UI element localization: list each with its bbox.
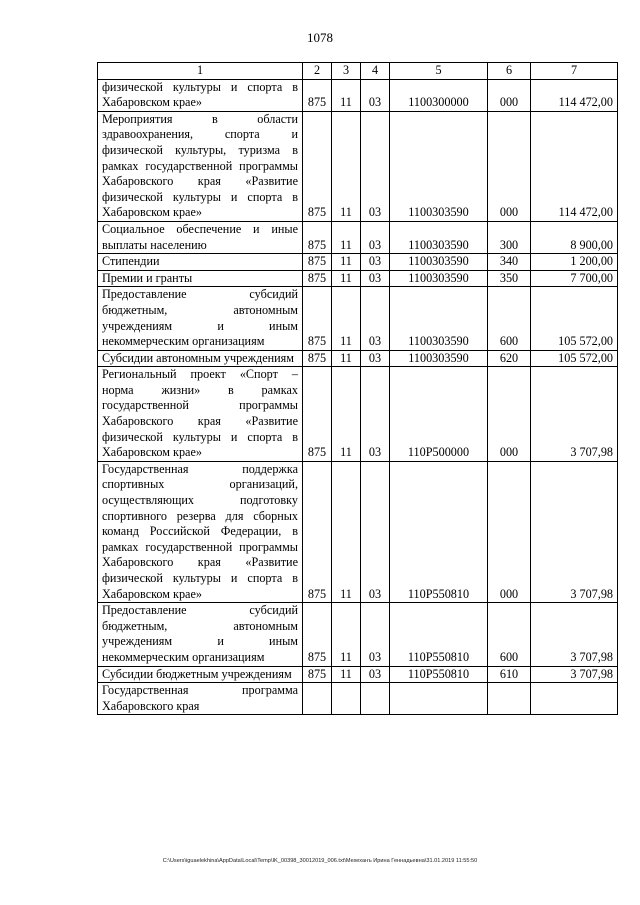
code-cell bbox=[303, 683, 332, 715]
code-cell: 875 bbox=[303, 221, 332, 253]
amount-cell: 3 707,98 bbox=[531, 367, 618, 462]
target-article-cell: 110P550810 bbox=[390, 666, 488, 683]
section-cell: 11 bbox=[332, 221, 361, 253]
row-name-cell: Государственная программа Хабаровского края bbox=[98, 683, 303, 715]
column-header: 4 bbox=[361, 63, 390, 80]
section-cell: 11 bbox=[332, 461, 361, 602]
expense-type-cell: 000 bbox=[488, 367, 531, 462]
table-row bbox=[98, 666, 618, 683]
target-article-cell: 110P500000 bbox=[390, 367, 488, 462]
target-article-cell: 110P550810 bbox=[390, 461, 488, 602]
expense-type-cell: 600 bbox=[488, 603, 531, 666]
target-article-cell: 1100303590 bbox=[390, 111, 488, 221]
section-cell: 11 bbox=[332, 254, 361, 271]
section-cell: 11 bbox=[332, 350, 361, 367]
row-name-cell: Предоставление субсидий бюджетным, автономным учреждениям и иным некоммерческим организациям bbox=[98, 287, 303, 350]
amount-cell: 114 472,00 bbox=[531, 111, 618, 221]
expense-type-cell: 300 bbox=[488, 221, 531, 253]
row-name-cell: Мероприятия в области здравоохранения, спорта и физической культуры, туризма в рамках государственной программы Хабаровского края «Развитие физической культуры и спорта в Хабаровском крае» bbox=[98, 111, 303, 221]
expense-type-cell: 000 bbox=[488, 79, 531, 111]
table-body bbox=[98, 79, 618, 715]
subsection-cell bbox=[361, 683, 390, 715]
budget-table bbox=[97, 62, 618, 715]
code-cell: 875 bbox=[303, 367, 332, 462]
file-path-footer: C:\Users\iguaelekhina\AppData\Local\Temp\IK_00398_30012019_006.txt\Мехеханъ Ирина Геннадьевна\31.01.2019 11:55:50 bbox=[162, 858, 478, 864]
table-row bbox=[98, 254, 618, 271]
target-article-cell: 1100300000 bbox=[390, 79, 488, 111]
table-row bbox=[98, 603, 618, 666]
amount-cell: 3 707,98 bbox=[531, 666, 618, 683]
row-name-cell: Региональный проект «Спорт – норма жизни» в рамках государственной программы Хабаровского края «Развитие физической культуры и спорта в Хабаровском крае» bbox=[98, 367, 303, 462]
amount-cell bbox=[531, 683, 618, 715]
subsection-cell: 03 bbox=[361, 461, 390, 602]
subsection-cell: 03 bbox=[361, 367, 390, 462]
table-row bbox=[98, 79, 618, 111]
section-cell: 11 bbox=[332, 270, 361, 287]
section-cell bbox=[332, 683, 361, 715]
row-name-cell: Государственная поддержка спортивных организаций, осуществляющих подготовку спортивного резерва для сборных команд Российской Федерации, в рамках государственной программы Хабаровского края «Развитие физической культуры и спорта в Хабаровском крае» bbox=[98, 461, 303, 602]
row-name-cell: Социальное обеспечение и иные выплаты населению bbox=[98, 221, 303, 253]
section-cell: 11 bbox=[332, 603, 361, 666]
section-cell: 11 bbox=[332, 287, 361, 350]
expense-type-cell: 600 bbox=[488, 287, 531, 350]
amount-cell: 105 572,00 bbox=[531, 287, 618, 350]
table-header-row bbox=[98, 63, 618, 80]
table-row bbox=[98, 683, 618, 715]
subsection-cell: 03 bbox=[361, 603, 390, 666]
expense-type-cell: 000 bbox=[488, 461, 531, 602]
amount-cell: 3 707,98 bbox=[531, 461, 618, 602]
section-cell: 11 bbox=[332, 367, 361, 462]
row-name-cell: Предоставление субсидий бюджетным, автономным учреждениям и иным некоммерческим организациям bbox=[98, 603, 303, 666]
amount-cell: 1 200,00 bbox=[531, 254, 618, 271]
code-cell: 875 bbox=[303, 603, 332, 666]
column-header: 1 bbox=[98, 63, 303, 80]
row-name-cell: Субсидии бюджетным учреждениям bbox=[98, 666, 303, 683]
code-cell: 875 bbox=[303, 254, 332, 271]
target-article-cell: 1100303590 bbox=[390, 221, 488, 253]
subsection-cell: 03 bbox=[361, 270, 390, 287]
amount-cell: 105 572,00 bbox=[531, 350, 618, 367]
expense-type-cell: 340 bbox=[488, 254, 531, 271]
table-row bbox=[98, 350, 618, 367]
section-cell: 11 bbox=[332, 666, 361, 683]
table-row bbox=[98, 461, 618, 602]
column-header: 2 bbox=[303, 63, 332, 80]
table-row bbox=[98, 111, 618, 221]
subsection-cell: 03 bbox=[361, 221, 390, 253]
table-row bbox=[98, 287, 618, 350]
amount-cell: 7 700,00 bbox=[531, 270, 618, 287]
subsection-cell: 03 bbox=[361, 350, 390, 367]
target-article-cell: 110P550810 bbox=[390, 603, 488, 666]
target-article-cell: 1100303590 bbox=[390, 270, 488, 287]
subsection-cell: 03 bbox=[361, 287, 390, 350]
subsection-cell: 03 bbox=[361, 79, 390, 111]
expense-type-cell bbox=[488, 683, 531, 715]
code-cell: 875 bbox=[303, 287, 332, 350]
row-name-cell: физической культуры и спорта в Хабаровском крае» bbox=[98, 79, 303, 111]
section-cell: 11 bbox=[332, 111, 361, 221]
row-name-cell: Субсидии автономным учреждениям bbox=[98, 350, 303, 367]
column-header: 3 bbox=[332, 63, 361, 80]
column-header: 5 bbox=[390, 63, 488, 80]
column-header: 6 bbox=[488, 63, 531, 80]
expense-type-cell: 350 bbox=[488, 270, 531, 287]
target-article-cell: 1100303590 bbox=[390, 254, 488, 271]
section-cell: 11 bbox=[332, 79, 361, 111]
subsection-cell: 03 bbox=[361, 254, 390, 271]
target-article-cell: 1100303590 bbox=[390, 287, 488, 350]
target-article-cell bbox=[390, 683, 488, 715]
code-cell: 875 bbox=[303, 111, 332, 221]
table-row bbox=[98, 270, 618, 287]
code-cell: 875 bbox=[303, 350, 332, 367]
amount-cell: 114 472,00 bbox=[531, 79, 618, 111]
expense-type-cell: 610 bbox=[488, 666, 531, 683]
row-name-cell: Премии и гранты bbox=[98, 270, 303, 287]
code-cell: 875 bbox=[303, 79, 332, 111]
page-number: 1078 bbox=[307, 30, 333, 45]
amount-cell: 3 707,98 bbox=[531, 603, 618, 666]
subsection-cell: 03 bbox=[361, 666, 390, 683]
code-cell: 875 bbox=[303, 270, 332, 287]
column-header: 7 bbox=[531, 63, 618, 80]
amount-cell: 8 900,00 bbox=[531, 221, 618, 253]
expense-type-cell: 620 bbox=[488, 350, 531, 367]
code-cell: 875 bbox=[303, 461, 332, 602]
target-article-cell: 1100303590 bbox=[390, 350, 488, 367]
table-row bbox=[98, 221, 618, 253]
subsection-cell: 03 bbox=[361, 111, 390, 221]
expense-type-cell: 000 bbox=[488, 111, 531, 221]
row-name-cell: Стипендии bbox=[98, 254, 303, 271]
code-cell: 875 bbox=[303, 666, 332, 683]
table-row bbox=[98, 367, 618, 462]
